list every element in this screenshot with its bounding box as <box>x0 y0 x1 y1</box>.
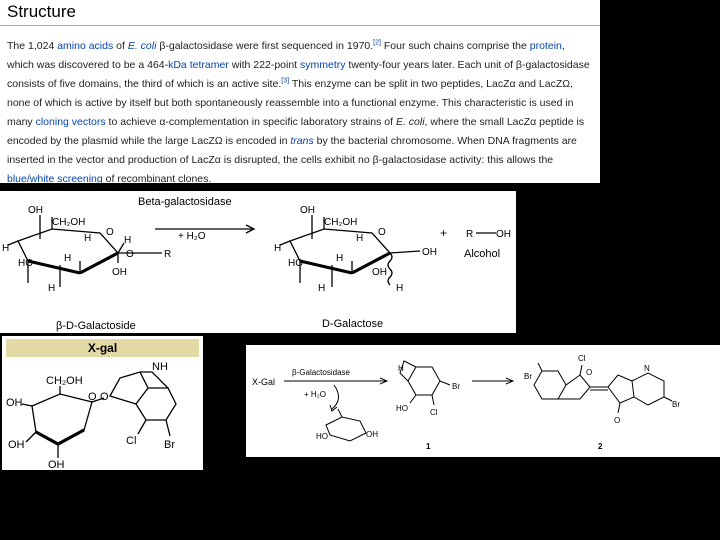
link-blue-white-screening[interactable]: blue/white screening <box>7 173 103 183</box>
ether-o-label: O <box>100 391 109 403</box>
xgal-structure-panel <box>2 336 203 470</box>
text-run: of <box>113 40 128 52</box>
text-run: The 1,024 <box>7 40 58 52</box>
ch2oh-label: CH₂OH <box>52 217 86 228</box>
xgal-structure-diagram <box>2 358 203 470</box>
water-label: + H₂O <box>178 231 206 242</box>
article-paragraph <box>7 37 590 183</box>
h-label: H <box>274 243 282 254</box>
h-label: H <box>318 283 326 294</box>
link-protein[interactable]: protein <box>529 40 562 52</box>
compound-1-label: 1 <box>426 442 431 451</box>
alcohol-label: Alcohol <box>464 248 501 260</box>
alcohol-r-label: R <box>466 229 474 240</box>
xgal-label: X-Gal <box>252 377 276 387</box>
water-label: + H₂O <box>304 390 326 399</box>
r-label: R <box>164 249 172 260</box>
h-label: H <box>356 233 364 244</box>
ho-label: HO <box>316 432 328 441</box>
br-label: Br <box>452 382 460 391</box>
br-label: Br <box>164 439 175 451</box>
br-label: Br <box>672 400 680 409</box>
ring-o-label: O <box>378 227 386 238</box>
cl-label: Cl <box>578 354 586 363</box>
oh-label: OH <box>6 397 23 409</box>
reaction-scheme-panel <box>0 191 516 333</box>
species-italic: E. coli <box>395 116 425 128</box>
product-label: D-Galactose <box>322 318 384 330</box>
nh-label: NH <box>152 361 168 373</box>
h-label: H <box>84 233 92 244</box>
h-label: H <box>336 253 344 264</box>
n-label: N <box>644 364 650 373</box>
alcohol-oh-label: OH <box>496 229 511 240</box>
oh-label: OH <box>366 430 378 439</box>
cl-label: Cl <box>126 435 137 447</box>
oh-label: OH <box>422 247 437 258</box>
ring-o-label: O <box>88 391 97 403</box>
br-label: Br <box>524 372 532 381</box>
h-label: H <box>2 243 10 254</box>
xgal-cleavage-panel <box>246 345 720 457</box>
enzyme-label: β-Galactosidase <box>292 368 350 377</box>
xgal-cleavage-diagram <box>246 345 720 457</box>
text-run: , where the small LacZα peptide is encoded by the plasmid while the large LacZΩ is encoded in <box>7 116 585 147</box>
reaction-scheme-diagram <box>0 191 516 333</box>
xgal-header <box>6 339 199 357</box>
h-label: H <box>396 283 404 294</box>
compound-2-label: 2 <box>598 442 603 451</box>
text-run: with 222-point <box>228 59 301 71</box>
plus-sign: + <box>440 226 448 240</box>
h-label: H <box>398 364 404 373</box>
oh-label: OH <box>8 439 25 451</box>
h-label: H <box>124 235 132 246</box>
oh-label: OH <box>372 267 387 278</box>
o-label: O <box>586 368 593 377</box>
link-tetramer[interactable]: tetramer <box>189 59 229 71</box>
link-symmetry[interactable]: symmetry <box>300 59 346 71</box>
link-amino-acids[interactable]: amino acids <box>57 40 114 52</box>
ring-o-label: O <box>106 227 114 238</box>
link-kda[interactable]: kDa <box>168 59 187 71</box>
link-trans[interactable]: trans <box>290 135 314 147</box>
link-e-coli[interactable]: E. coli <box>127 40 157 52</box>
oh-label: OH <box>300 205 315 216</box>
xgal-title: X-gal <box>87 341 118 355</box>
ho-label: HO <box>288 258 303 269</box>
text-run: Four such chains comprise the <box>380 40 530 52</box>
text-run: of recombinant clones. <box>102 173 212 183</box>
h-label: H <box>48 283 56 294</box>
ether-o-label: O <box>126 249 134 260</box>
ho-label: HO <box>18 258 33 269</box>
cl-label: Cl <box>430 408 438 417</box>
text-run: by the bacterial chromosome. When DNA fragments are inserted in the vector and production of LacZα is disrupted, the cells exhibit no β-galactosidase activity: this allows the <box>7 135 577 166</box>
text-run: twenty-four years later. Each unit of β-galactosidase consists of five domains, the third of which is an active site. <box>7 59 590 90</box>
oh-label: OH <box>112 267 127 278</box>
text-run: This enzyme can be split in two peptides, LacZα and LacZΩ, none of which is active by itself but both spontaneously reassemble into a functional enzyme. This characteristic is used in many <box>7 78 574 128</box>
article-panel <box>0 0 600 183</box>
text-run: , which was discovered to be a 464- <box>7 40 565 71</box>
text-run: β-galactosidase were first sequenced in 1970. <box>156 40 374 52</box>
enzyme-label: Beta-galactosidase <box>138 196 232 208</box>
citation-3[interactable]: [3] <box>281 77 290 85</box>
citation-2[interactable]: [2] <box>373 39 381 47</box>
oh-label: OH <box>48 459 65 470</box>
h-label: H <box>64 253 72 264</box>
substrate-label: β-D-Galactoside <box>56 320 136 332</box>
text-run: to achieve α-complementation in specific laboratory strains of <box>105 116 396 128</box>
link-cloning-vectors[interactable]: cloning vectors <box>35 116 106 128</box>
ho-label: HO <box>396 404 408 413</box>
heading-divider <box>0 25 600 26</box>
oh-label: OH <box>28 205 43 216</box>
ch2oh-label: CH₂OH <box>46 375 83 387</box>
ch2oh-label: CH₂OH <box>324 217 358 228</box>
section-heading: Structure <box>7 2 76 21</box>
o-label: O <box>614 416 621 425</box>
